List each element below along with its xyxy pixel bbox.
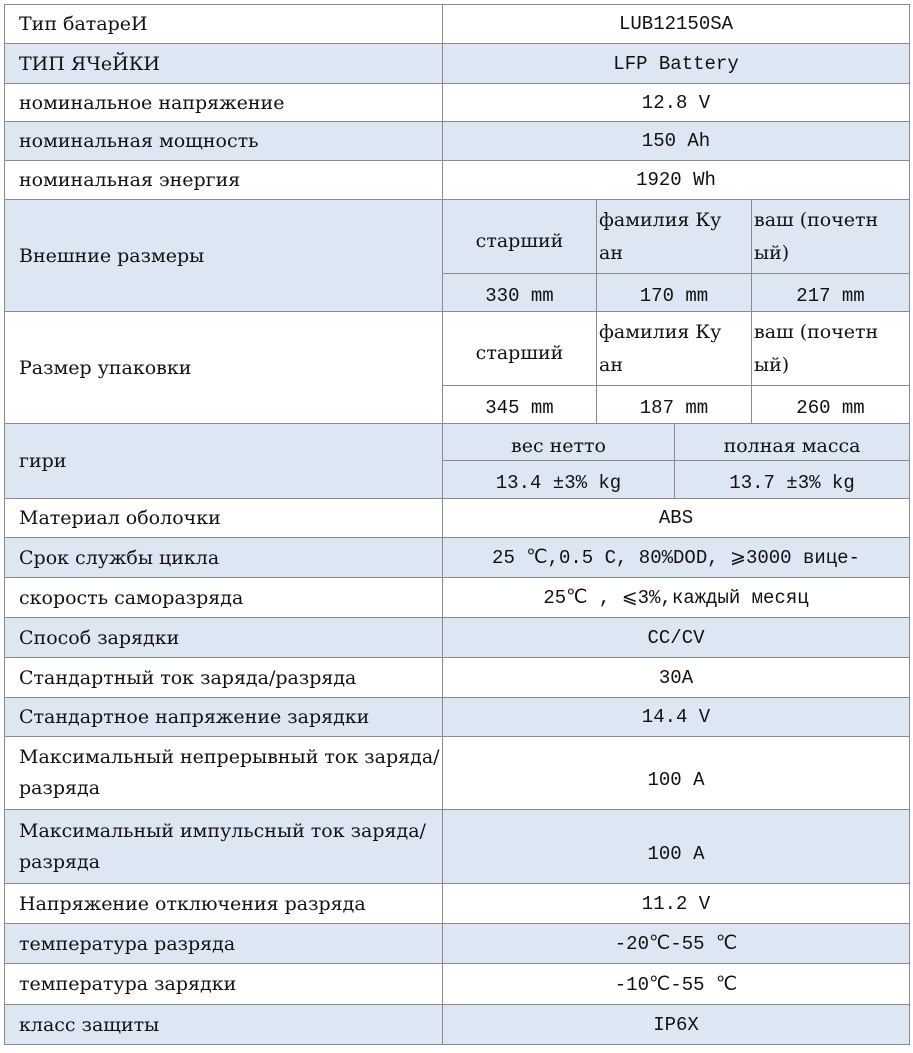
row-battery-type xyxy=(5,5,910,44)
label-cell-type: ТИП ЯЧеЙКИ xyxy=(5,44,443,84)
gross-weight-value: 13.7 ±3% kg xyxy=(675,461,910,499)
row-charge-temp xyxy=(5,964,910,1005)
row-cycle-life xyxy=(5,538,910,578)
gross-weight-header: полная масса xyxy=(675,424,910,461)
value-max-cont-current: 100 A xyxy=(443,737,910,810)
value-shell-material: ABS xyxy=(443,499,910,538)
label-max-pulse-current: Максимальный импульсный ток заряда/разряда xyxy=(5,810,443,884)
value-nominal-energy: 1920 Wh xyxy=(443,161,910,200)
value-cycle-life: 25 ℃,0.5 C, 80%DOD, ⩾3000 вице- xyxy=(443,538,910,578)
label-self-discharge: скорость саморазряда xyxy=(5,578,443,618)
row-self-discharge xyxy=(5,578,910,618)
row-charge-method xyxy=(5,618,910,658)
outer-dim-width-header: фамилия Ку ан xyxy=(597,200,752,274)
outer-dim-height: 217 mm xyxy=(752,274,910,312)
package-dim-height-header: ваш (почетн ый) xyxy=(752,312,910,386)
row-shell-material xyxy=(5,499,910,538)
row-max-pulse-current xyxy=(5,810,910,884)
value-std-current: 30A xyxy=(443,658,910,698)
label-std-current: Стандартный ток заряда/разряда xyxy=(5,658,443,698)
row-protection-class xyxy=(5,1005,910,1045)
label-nominal-voltage: номинальное напряжение xyxy=(5,84,443,122)
outer-dim-height-header: ваш (почетн ый) xyxy=(752,200,910,274)
label-discharge-temp: температура разряда xyxy=(5,924,443,964)
value-self-discharge: 25℃ , ⩽3%,каждый месяц xyxy=(443,578,910,618)
row-std-current xyxy=(5,658,910,698)
label-charge-temp: температура зарядки xyxy=(5,964,443,1005)
package-dim-length: 345 mm xyxy=(443,386,597,424)
value-nominal-capacity: 150 Ah xyxy=(443,122,910,161)
label-package-dims: Размер упаковки xyxy=(5,312,443,424)
package-dim-length-header: старший xyxy=(443,312,597,386)
value-discharge-temp: -20℃-55 ℃ xyxy=(443,924,910,964)
value-cell-type: LFP Battery xyxy=(443,44,910,84)
label-charge-method: Способ зарядки xyxy=(5,618,443,658)
value-protection-class: IP6X xyxy=(443,1005,910,1045)
package-dim-width-header: фамилия Ку ан xyxy=(597,312,752,386)
row-outer-dims-head xyxy=(5,200,910,274)
package-dim-height: 260 mm xyxy=(752,386,910,424)
value-nominal-voltage: 12.8 V xyxy=(443,84,910,122)
row-package-dims-head xyxy=(5,312,910,386)
label-nominal-capacity: номинальная мощность xyxy=(5,122,443,161)
row-discharge-temp xyxy=(5,924,910,964)
value-charge-method: CC/CV xyxy=(443,618,910,658)
row-weights-head xyxy=(5,424,910,461)
value-cutoff-voltage: 11.2 V xyxy=(443,884,910,924)
value-max-pulse-current: 100 A xyxy=(443,810,910,884)
row-nominal-energy xyxy=(5,161,910,200)
label-shell-material: Материал оболочки xyxy=(5,499,443,538)
label-battery-type: Тип батареИ xyxy=(5,5,443,44)
spec-table xyxy=(4,4,910,1045)
label-max-cont-current: Максимальный непрерывный ток заряда/разряда xyxy=(5,737,443,810)
row-std-charge-voltage xyxy=(5,698,910,737)
net-weight-header: вес нетто xyxy=(443,424,675,461)
row-cell-type xyxy=(5,44,910,84)
label-std-charge-voltage: Стандартное напряжение зарядки xyxy=(5,698,443,737)
value-battery-type: LUB12150SA xyxy=(443,5,910,44)
value-charge-temp: -10℃-55 ℃ xyxy=(443,964,910,1005)
label-outer-dims: Внешние размеры xyxy=(5,200,443,312)
label-cycle-life: Срок службы цикла xyxy=(5,538,443,578)
value-std-charge-voltage: 14.4 V xyxy=(443,698,910,737)
outer-dim-width: 170 mm xyxy=(597,274,752,312)
label-cutoff-voltage: Напряжение отключения разряда xyxy=(5,884,443,924)
label-nominal-energy: номинальная энергия xyxy=(5,161,443,200)
outer-dim-length-header: старший xyxy=(443,200,597,274)
label-protection-class: класс защиты xyxy=(5,1005,443,1045)
package-dim-width: 187 mm xyxy=(597,386,752,424)
row-nominal-voltage xyxy=(5,84,910,122)
row-max-cont-current xyxy=(5,737,910,810)
label-weights: гири xyxy=(5,424,443,499)
row-nominal-capacity xyxy=(5,122,910,161)
row-cutoff-voltage xyxy=(5,884,910,924)
outer-dim-length: 330 mm xyxy=(443,274,597,312)
net-weight-value: 13.4 ±3% kg xyxy=(443,461,675,499)
